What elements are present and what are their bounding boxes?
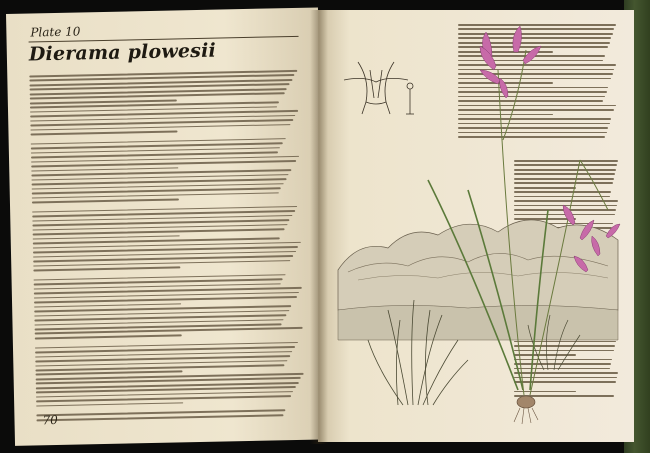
mountain-landscape xyxy=(338,220,618,340)
text-line xyxy=(33,266,180,271)
corm-roots xyxy=(514,396,538,424)
left-body-text xyxy=(29,70,304,424)
text-line xyxy=(35,334,182,339)
botanical-illustration xyxy=(318,10,634,442)
plate-label: Plate 10 xyxy=(30,24,81,40)
stamen-sketch xyxy=(406,83,414,114)
right-page xyxy=(318,10,634,442)
page-number: 70 xyxy=(42,413,58,428)
left-page xyxy=(6,7,327,445)
text-line xyxy=(31,131,178,136)
plate-title: Dierama plowesii xyxy=(28,39,217,66)
text-line xyxy=(36,402,183,407)
flower-detail-sketch xyxy=(344,62,408,114)
book-gutter xyxy=(310,10,328,444)
text-line xyxy=(32,199,179,204)
